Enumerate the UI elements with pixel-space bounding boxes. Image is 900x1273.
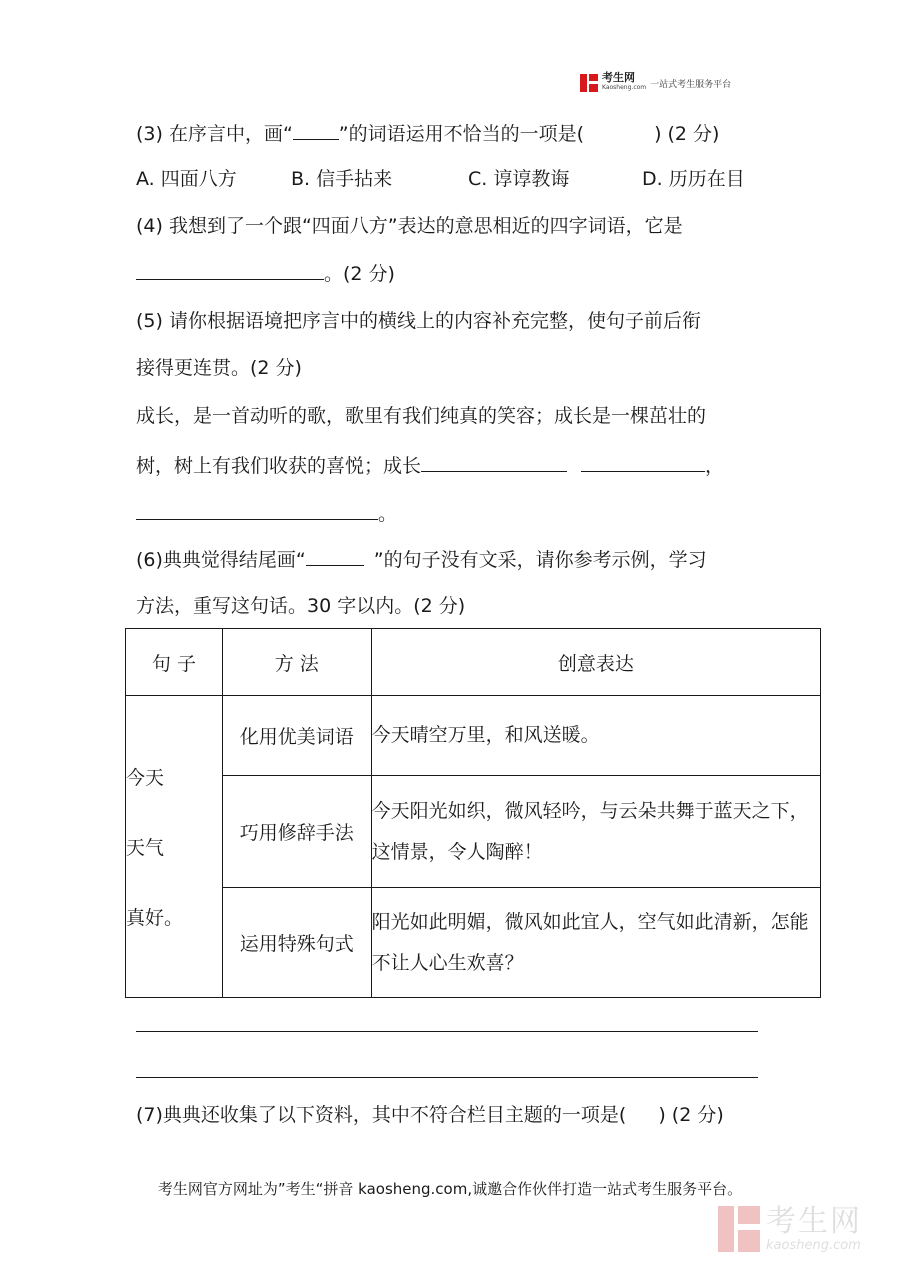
table-cell-sentence <box>126 696 223 998</box>
watermark-en: kaosheng.com <box>766 1238 861 1253</box>
q3-option-c: C. 谆谆教诲 <box>468 168 570 190</box>
table-row <box>126 696 821 776</box>
watermark-logo-icon <box>718 1206 760 1252</box>
table-cell-expression: 今天晴空万里，和风送暖。 <box>371 696 820 776</box>
watermark <box>718 1203 862 1255</box>
q3-option-d: D. 历历在目 <box>642 168 745 190</box>
table-cell-method: 巧用修辞手法 <box>222 776 371 888</box>
q4-answer-blank <box>136 259 324 280</box>
q3-underline <box>293 119 339 140</box>
question-5-line2: 接得更连贯。(2 分) <box>136 357 302 379</box>
question-4-line1: (4) 我想到了一个跟“四面八方”表达的意思相近的四字词语，它是 <box>136 215 683 237</box>
q6-underline <box>306 545 364 566</box>
header-logo <box>580 70 731 96</box>
table-cell-expression: 阳光如此明媚，微风如此宜人，空气如此清新，怎能不让人心生欢喜？ <box>371 888 820 998</box>
table-header-row <box>126 629 821 696</box>
question-7: (7)典典还收集了以下资料，其中不符合栏目主题的一项是( ) (2 分) <box>136 1104 724 1126</box>
question-4-line2: 。(2 分) <box>136 259 395 287</box>
kaosheng-logo-icon <box>580 74 598 92</box>
question-5-line3: 成长，是一首动听的歌，歌里有我们纯真的笑容；成长是一棵茁壮的 <box>136 405 707 427</box>
q3-option-b: B. 信手拈来 <box>291 168 393 190</box>
table-row <box>126 888 821 998</box>
table-cell-method: 化用优美词语 <box>222 696 371 776</box>
logo-brand-en: Kaosheng.com <box>602 84 647 91</box>
table-cell-method: 运用特殊句式 <box>222 888 371 998</box>
sentence-line: 天气 <box>126 837 165 859</box>
table-header-method: 方 法 <box>222 629 371 696</box>
page-footer: 考生网官方网址为”考生“拼音 kaosheng.com,诚邀合作伙伴打造一站式考生服务平台。 <box>157 1180 743 1198</box>
table-row <box>126 776 821 888</box>
answer-line-2 <box>136 1077 758 1078</box>
example-table <box>125 628 821 998</box>
q5-blank-1 <box>421 451 567 472</box>
sentence-line: 今天 <box>126 767 165 789</box>
watermark-cn: 考生网 <box>766 1204 862 1239</box>
question-6-line2: 方法，重写这句话。30 字以内。(2 分) <box>136 595 466 617</box>
q5-blank-2 <box>581 451 705 472</box>
sentence-line: 真好。 <box>126 907 184 929</box>
q5-blank-3 <box>136 499 378 520</box>
logo-tagline: 一站式考生服务平台 <box>650 79 732 90</box>
question-5-line1: (5) 请你根据语境把序言中的横线上的内容补充完整，使句子前后衔 <box>136 310 701 332</box>
answer-line-1 <box>136 1031 758 1032</box>
question-5-line4: 树，树上有我们收获的喜悦；成长 ， <box>136 451 724 479</box>
table-header-sentence: 句 子 <box>126 629 223 696</box>
table-cell-expression: 今天阳光如织，微风轻吟，与云朵共舞于蓝天之下，这情景，令人陶醉！ <box>371 776 820 888</box>
question-3: (3) 在序言中，画“ ”的词语运用不恰当的一项是( ) (2 分) <box>136 119 719 147</box>
question-5-line5: 。 <box>136 499 397 527</box>
q3-option-a: A. 四面八方 <box>136 168 237 190</box>
table-header-expression: 创意表达 <box>371 629 820 696</box>
question-6-line1: (6)典典觉得结尾画“ ”的句子没有文采，请你参考示例，学习 <box>136 545 707 573</box>
logo-brand-cn: 考生网 <box>602 71 635 84</box>
